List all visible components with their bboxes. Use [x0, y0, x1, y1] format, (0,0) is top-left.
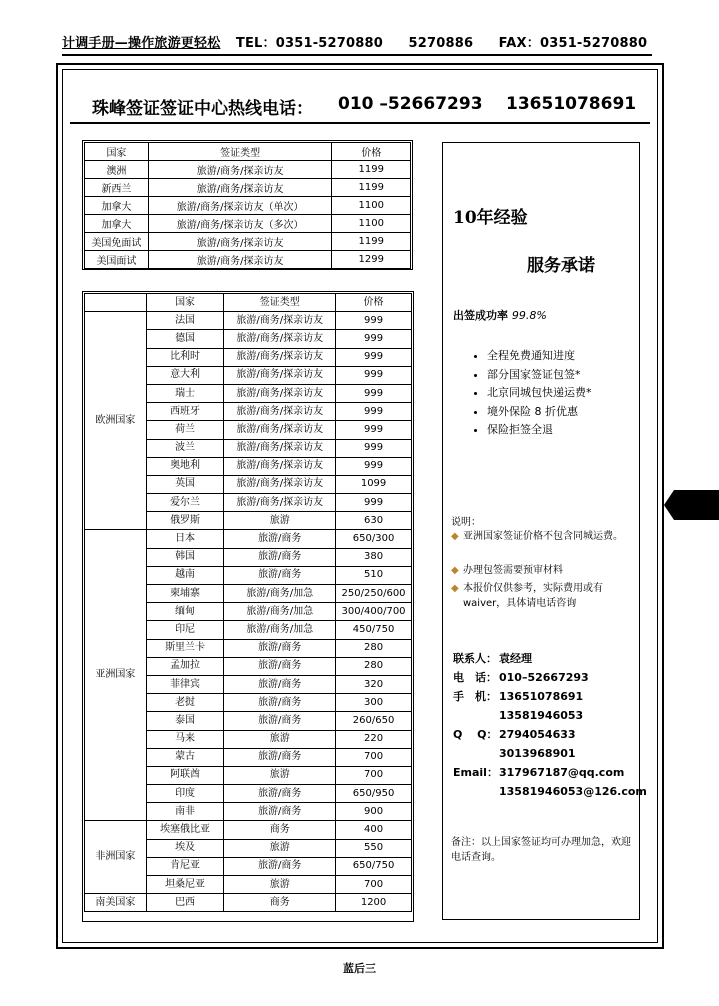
table-cell: 999 [336, 312, 412, 330]
table-cell: 旅游/商务/探亲访友 [148, 179, 332, 197]
table-cell: 700 [336, 766, 412, 784]
table-cell: 510 [336, 566, 412, 584]
table-header-cell: 签证类型 [224, 294, 336, 312]
table-cell: 旅游/商务/探亲访友 [148, 251, 332, 269]
table-row [85, 312, 412, 330]
table-cell: 999 [336, 457, 412, 475]
table-cell: 加拿大 [85, 197, 149, 215]
table-cell: 1199 [332, 161, 411, 179]
list-item: • 保险拒签全退 [487, 421, 592, 440]
table-cell: 美国面试 [85, 251, 149, 269]
table-cell: 旅游/商务/探亲访友 [224, 348, 336, 366]
region-cell: 亚洲国家 [85, 530, 147, 821]
table-cell: 700 [336, 748, 412, 766]
contact-tel: 010–52667293 [499, 671, 589, 684]
table-header-row [85, 294, 412, 312]
table-cell: 英国 [146, 475, 224, 493]
table-cell: 旅游/商务/探亲访友 [224, 439, 336, 457]
table-cell: 旅游/商务/探亲访友（单次） [148, 197, 332, 215]
table-cell: 1299 [332, 251, 411, 269]
table-cell: 商务 [224, 894, 336, 912]
hotline-title: 珠峰签证签证中心热线电话： [92, 99, 313, 119]
header-fax-label: FAX： [498, 36, 540, 51]
table-cell: 250/250/600 [336, 585, 412, 603]
hotline-phone-2: 13651078691 [506, 94, 637, 114]
table-cell: 旅游/商务/探亲访友 [224, 384, 336, 402]
success-rate-value: 99.8% [511, 309, 547, 322]
table-cell: 900 [336, 803, 412, 821]
table-cell: 埃及 [146, 839, 224, 857]
table-header-row [85, 143, 411, 161]
header-tel-label: TEL： [235, 36, 276, 51]
table-cell: 旅游/商务 [224, 785, 336, 803]
table-cell: 280 [336, 657, 412, 675]
table-row [85, 197, 411, 215]
page-tab-marker-icon [664, 490, 719, 520]
header-tel-2: 5270886 [408, 36, 474, 51]
table-header-cell: 国家 [146, 294, 224, 312]
table-cell: 肯尼亚 [146, 857, 224, 875]
experience-heading: 10年经验 [453, 208, 528, 228]
table-cell: 300 [336, 694, 412, 712]
table-cell: 旅游 [224, 512, 336, 530]
table-cell: 坦桑尼亚 [146, 876, 224, 894]
table-cell: 999 [336, 439, 412, 457]
header-bar [62, 34, 652, 54]
note-bullet-icon: ◆ [451, 565, 459, 576]
region-cell: 欧洲国家 [85, 312, 147, 530]
table-header-cell: 国家 [85, 143, 149, 161]
table-row [85, 233, 411, 251]
table-cell: 柬埔寨 [146, 585, 224, 603]
service-list [471, 347, 592, 440]
table-cell: 旅游/商务/探亲访友 [224, 312, 336, 330]
contact-qq-label: Q Q： [453, 728, 498, 741]
price-table-regions [84, 293, 412, 912]
table-header-cell [85, 294, 147, 312]
success-rate [453, 307, 547, 323]
table-cell: 旅游/商务/探亲访友 [224, 366, 336, 384]
table-cell: 旅游/商务/探亲访友 [224, 475, 336, 493]
table-row [85, 821, 412, 839]
table-cell: 越南 [146, 566, 224, 584]
header-slogan: 计调手册—操作旅游更轻松 [62, 36, 221, 51]
header-fax: 0351-5270880 [539, 36, 648, 51]
notes-title: 说明： [451, 517, 481, 528]
table-cell: 220 [336, 730, 412, 748]
table-cell: 马来 [146, 730, 224, 748]
table-cell: 550 [336, 839, 412, 857]
note-item [451, 581, 636, 611]
table-cell: 旅游/商务/探亲访友 [224, 403, 336, 421]
table-cell: 旅游/商务 [224, 694, 336, 712]
table-cell: 商务 [224, 821, 336, 839]
table-cell: 700 [336, 876, 412, 894]
table-cell: 650/950 [336, 785, 412, 803]
table-cell: 旅游/商务 [224, 675, 336, 693]
list-item: • 境外保险 8 折优惠 [487, 403, 592, 422]
table-cell: 1099 [336, 475, 412, 493]
list-item: • 北京同城包快递运费* [487, 384, 592, 403]
note-text: 本报价仅供参考，实际费用或有waiver，具体请电话咨询 [463, 583, 603, 609]
contact-email-2: 13581946053@126.com [499, 785, 647, 798]
table-cell: 老挝 [146, 694, 224, 712]
table-cell: 荷兰 [146, 421, 224, 439]
service-panel [442, 142, 647, 920]
table-cell: 380 [336, 548, 412, 566]
table-cell: 印尼 [146, 621, 224, 639]
contact-mobile-2: 13581946053 [499, 709, 584, 722]
promise-heading: 服务承诺 [527, 256, 595, 276]
table-cell: 奥地利 [146, 457, 224, 475]
table-row [85, 251, 411, 269]
table-cell: 孟加拉 [146, 657, 224, 675]
table-cell: 旅游/商务 [224, 530, 336, 548]
table-row [85, 215, 411, 233]
table-cell: 旅游/商务 [224, 566, 336, 584]
table-row [85, 530, 412, 548]
table-cell: 西班牙 [146, 403, 224, 421]
contact-block [453, 649, 647, 801]
table-cell: 650/300 [336, 530, 412, 548]
list-item: • 部分国家签证包签* [487, 366, 592, 385]
table-cell: 旅游/商务/探亲访友（多次） [148, 215, 332, 233]
table-cell: 波兰 [146, 439, 224, 457]
table-cell: 280 [336, 639, 412, 657]
table-cell: 旅游/商务/探亲访友 [148, 161, 332, 179]
table-cell: 澳洲 [85, 161, 149, 179]
table-header-cell: 签证类型 [148, 143, 332, 161]
header-rule [62, 54, 652, 56]
contact-person: 袁经理 [499, 652, 532, 665]
table-cell: 旅游/商务 [224, 857, 336, 875]
table-cell: 旅游 [224, 839, 336, 857]
table-row [85, 161, 411, 179]
table-cell: 999 [336, 403, 412, 421]
table-cell: 旅游/商务 [224, 639, 336, 657]
table-cell: 999 [336, 348, 412, 366]
table-cell: 阿联酋 [146, 766, 224, 784]
note-bullet-icon: ◆ [451, 583, 459, 594]
table-cell: 1100 [332, 197, 411, 215]
table-cell: 999 [336, 366, 412, 384]
table-cell: 旅游/商务/加急 [224, 585, 336, 603]
table-cell: 450/750 [336, 621, 412, 639]
table-cell: 300/400/700 [336, 603, 412, 621]
list-item: • 全程免费通知进度 [487, 347, 592, 366]
contact-person-label: 联系人： [453, 652, 497, 665]
contact-qq-1: 2794054633 [499, 728, 576, 741]
table-cell: 日本 [146, 530, 224, 548]
table-cell: 999 [336, 384, 412, 402]
hotline-phone-1: 010 –52667293 [338, 94, 483, 114]
hotline-rule [70, 122, 650, 124]
table-cell: 旅游/商务 [224, 803, 336, 821]
region-cell: 非洲国家 [85, 821, 147, 894]
success-rate-label: 出签成功率 [453, 309, 508, 322]
table-cell: 999 [336, 421, 412, 439]
table-cell: 1199 [332, 179, 411, 197]
table-cell: 旅游/商务/探亲访友 [224, 494, 336, 512]
table-cell: 400 [336, 821, 412, 839]
table-header-cell: 价格 [336, 294, 412, 312]
table-row [85, 894, 412, 912]
header-tel-1: 0351-5270880 [275, 36, 384, 51]
table-cell: 比利时 [146, 348, 224, 366]
table-cell: 1100 [332, 215, 411, 233]
table-cell: 加拿大 [85, 215, 149, 233]
note-item [451, 529, 636, 544]
note-text: 办理包签需要预审材料 [463, 565, 563, 576]
contact-qq-2: 3013968901 [499, 747, 576, 760]
table-cell: 999 [336, 330, 412, 348]
table-cell: 1199 [332, 233, 411, 251]
table-cell: 意大利 [146, 366, 224, 384]
table-cell: 新西兰 [85, 179, 149, 197]
table-cell: 斯里兰卡 [146, 639, 224, 657]
table-cell: 埃塞俄比亚 [146, 821, 224, 839]
table-header-cell: 价格 [332, 143, 411, 161]
table-cell: 美国免面试 [85, 233, 149, 251]
table-cell: 韩国 [146, 548, 224, 566]
page-footer: 蓝后三 [343, 962, 376, 975]
table-cell: 缅甸 [146, 603, 224, 621]
table-cell: 1200 [336, 894, 412, 912]
table-cell: 260/650 [336, 712, 412, 730]
contact-mobile-label: 手 机： [453, 690, 497, 703]
table-cell: 瑞士 [146, 384, 224, 402]
table-cell: 旅游/商务 [224, 548, 336, 566]
contact-email-1: 317967187@qq.com [499, 766, 625, 779]
table-row [85, 179, 411, 197]
table-cell: 旅游/商务/探亲访友 [224, 330, 336, 348]
contact-mobile-1: 13651078691 [499, 690, 584, 703]
note-item [451, 563, 636, 578]
table-cell: 旅游/商务 [224, 657, 336, 675]
table-cell: 旅游/商务/探亲访友 [148, 233, 332, 251]
table-cell: 蒙古 [146, 748, 224, 766]
table-cell: 320 [336, 675, 412, 693]
table-cell: 德国 [146, 330, 224, 348]
table-cell: 印度 [146, 785, 224, 803]
table-cell: 菲律宾 [146, 675, 224, 693]
contact-email-label: Email： [453, 766, 498, 779]
table-cell: 巴西 [146, 894, 224, 912]
table-cell: 旅游 [224, 730, 336, 748]
table-cell: 旅游/商务/探亲访友 [224, 421, 336, 439]
table-cell: 俄罗斯 [146, 512, 224, 530]
table-cell: 爱尔兰 [146, 494, 224, 512]
table-cell: 旅游/商务/加急 [224, 621, 336, 639]
table-cell: 旅游 [224, 766, 336, 784]
table-cell: 南非 [146, 803, 224, 821]
hotline-heading [92, 94, 652, 119]
remark-text: 备注：以上国家签证均可办理加急，欢迎电话查询。 [451, 837, 631, 863]
table-cell: 旅游/商务 [224, 748, 336, 766]
price-table-westerm [84, 142, 411, 269]
table-cell: 旅游/商务 [224, 712, 336, 730]
table-cell: 法国 [146, 312, 224, 330]
table-cell: 999 [336, 494, 412, 512]
table-cell: 650/750 [336, 857, 412, 875]
note-text: 亚洲国家签证价格不包含同城运费。 [463, 531, 623, 542]
table-cell: 旅游/商务/探亲访友 [224, 457, 336, 475]
table-cell: 泰国 [146, 712, 224, 730]
table-cell: 旅游/商务/加急 [224, 603, 336, 621]
region-cell: 南美国家 [85, 894, 147, 912]
note-bullet-icon: ◆ [451, 531, 459, 542]
table-cell: 630 [336, 512, 412, 530]
contact-tel-label: 电 话： [453, 671, 497, 684]
table-cell: 旅游 [224, 876, 336, 894]
